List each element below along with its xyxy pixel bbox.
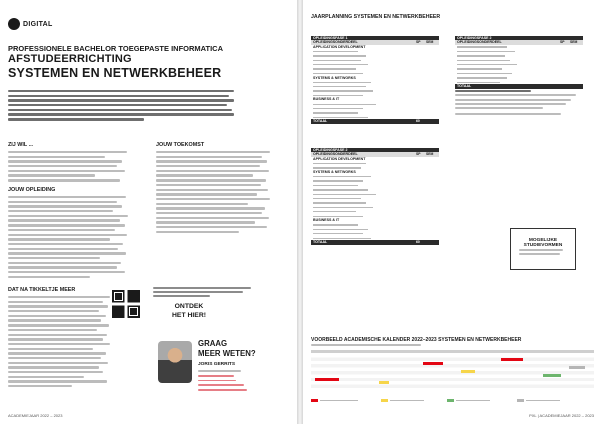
qr-code[interactable] [112,290,140,318]
logo-text: DIGITAL [23,20,53,28]
table-phase1 [311,36,439,124]
bullets-opleiding [8,196,132,280]
contact-heading-line1: GRAAG [198,339,228,348]
calendar-subtitle [311,344,421,348]
study-forms-list [519,249,567,258]
bullets-extra [8,296,114,390]
total-label: TOTAAL [313,119,328,124]
total-sp: 60 [416,119,420,124]
section-heading-extra: DAT NA TIKKELTJE MEER [8,287,76,293]
table-section: SYSTEMS & NETWORKS [313,169,356,174]
legend-item [517,399,560,402]
calendar-legend [311,399,594,409]
intro-paragraph [8,90,234,123]
ontdek-heading-line1: ONTDEK [174,303,204,310]
table-section: APPLICATION DEVELOPMENT [313,156,366,161]
calendar-holiday [379,381,389,384]
ontdek-heading-line2: HET HIER! [172,312,206,319]
table-phase2-head: OPLEIDINGSFASE 2 [311,148,439,152]
calendar-exam-period [501,358,523,361]
contact-heading-line2: MEER WETEN? [198,349,256,358]
table-side-head: OPLEIDINGSFASE 2 [455,36,583,40]
right-footer: PXL | ACADEMIEJAAR 2022 – 2023 [529,413,594,418]
contact-details [198,370,250,394]
section-heading-ga-je: ZIJ WIL ... [8,142,34,148]
col-sem: SEM [570,40,578,45]
table-phase1-side [455,36,583,89]
table-side-notes [455,90,581,117]
table-phase2 [311,148,439,245]
logo [8,18,53,30]
total-label: TOTAAL [313,240,328,245]
legend-item [381,399,424,402]
calendar-holiday [461,370,475,373]
bullets-toekomst [156,151,274,235]
table-side-total: TOTAAL [455,84,583,88]
calendar-break [569,366,585,369]
left-page [0,0,297,424]
section-heading-toekomst: JOUW TOEKOMST [156,142,205,148]
legend-item [311,399,358,402]
calendar-grid [311,354,594,388]
table-section: SYSTEMS & NETWORKS [313,75,356,80]
col-sp: SP [416,40,421,45]
study-forms-title: MOGELIJKE STUDIEVORMEN [523,238,563,248]
academic-calendar [311,350,594,396]
photo-card-note [153,287,251,299]
col-sp: SP [560,40,565,45]
col-sem: SEM [426,40,434,45]
calendar-title: VOORBEELD ACADEMISCHE KALENDER 2022–2023 SYSTEMEN EN NETWERKBEHEER [311,337,522,343]
page-title-line2: SYSTEMEN EN NETWERKBEHEER [8,66,222,80]
right-page [303,0,600,424]
year-planning-title: JAARPLANNING SYSTEMEN EN NETWERKBEHEER [311,14,441,20]
table-section: APPLICATION DEVELOPMENT [313,44,366,49]
table-section: BUSINESS & IT [313,218,340,223]
calendar-exam-period [315,378,339,381]
calendar-exam-period [423,362,443,365]
left-footer: ACADEMIEJAAR 2022 – 2023 [8,413,63,418]
col-label: OPLEIDINGSONDERDEEL [313,152,358,157]
contact-avatar [158,341,192,383]
legend-item [447,399,490,402]
study-forms-box [510,228,576,270]
col-sp: SP [416,152,421,157]
col-label: OPLEIDINGSONDERDEEL [313,40,358,45]
logo-seal-icon [8,18,20,30]
table-total [311,240,439,244]
page-title-line1: AFSTUDEERRICHTING [8,53,132,65]
table-total [311,119,439,123]
calendar-header-row [311,350,594,353]
table-section: BUSINESS & IT [313,97,340,102]
calendar-retake-period [543,374,561,377]
program-eyebrow: PROFESSIONELE BACHELOR TOEGEPASTE INFORMATICA [8,44,224,53]
section-heading-opleiding: JOUW OPLEIDING [8,187,56,193]
bullets-ga-je [8,151,132,184]
contact-name: JORIS GERRITS [198,362,236,367]
col-label: OPLEIDINGSONDERDEEL [457,40,502,45]
col-sem: SEM [426,152,434,157]
total-sp: 60 [416,240,420,245]
table-phase1-head: OPLEIDINGSFASE 1 [311,36,439,40]
